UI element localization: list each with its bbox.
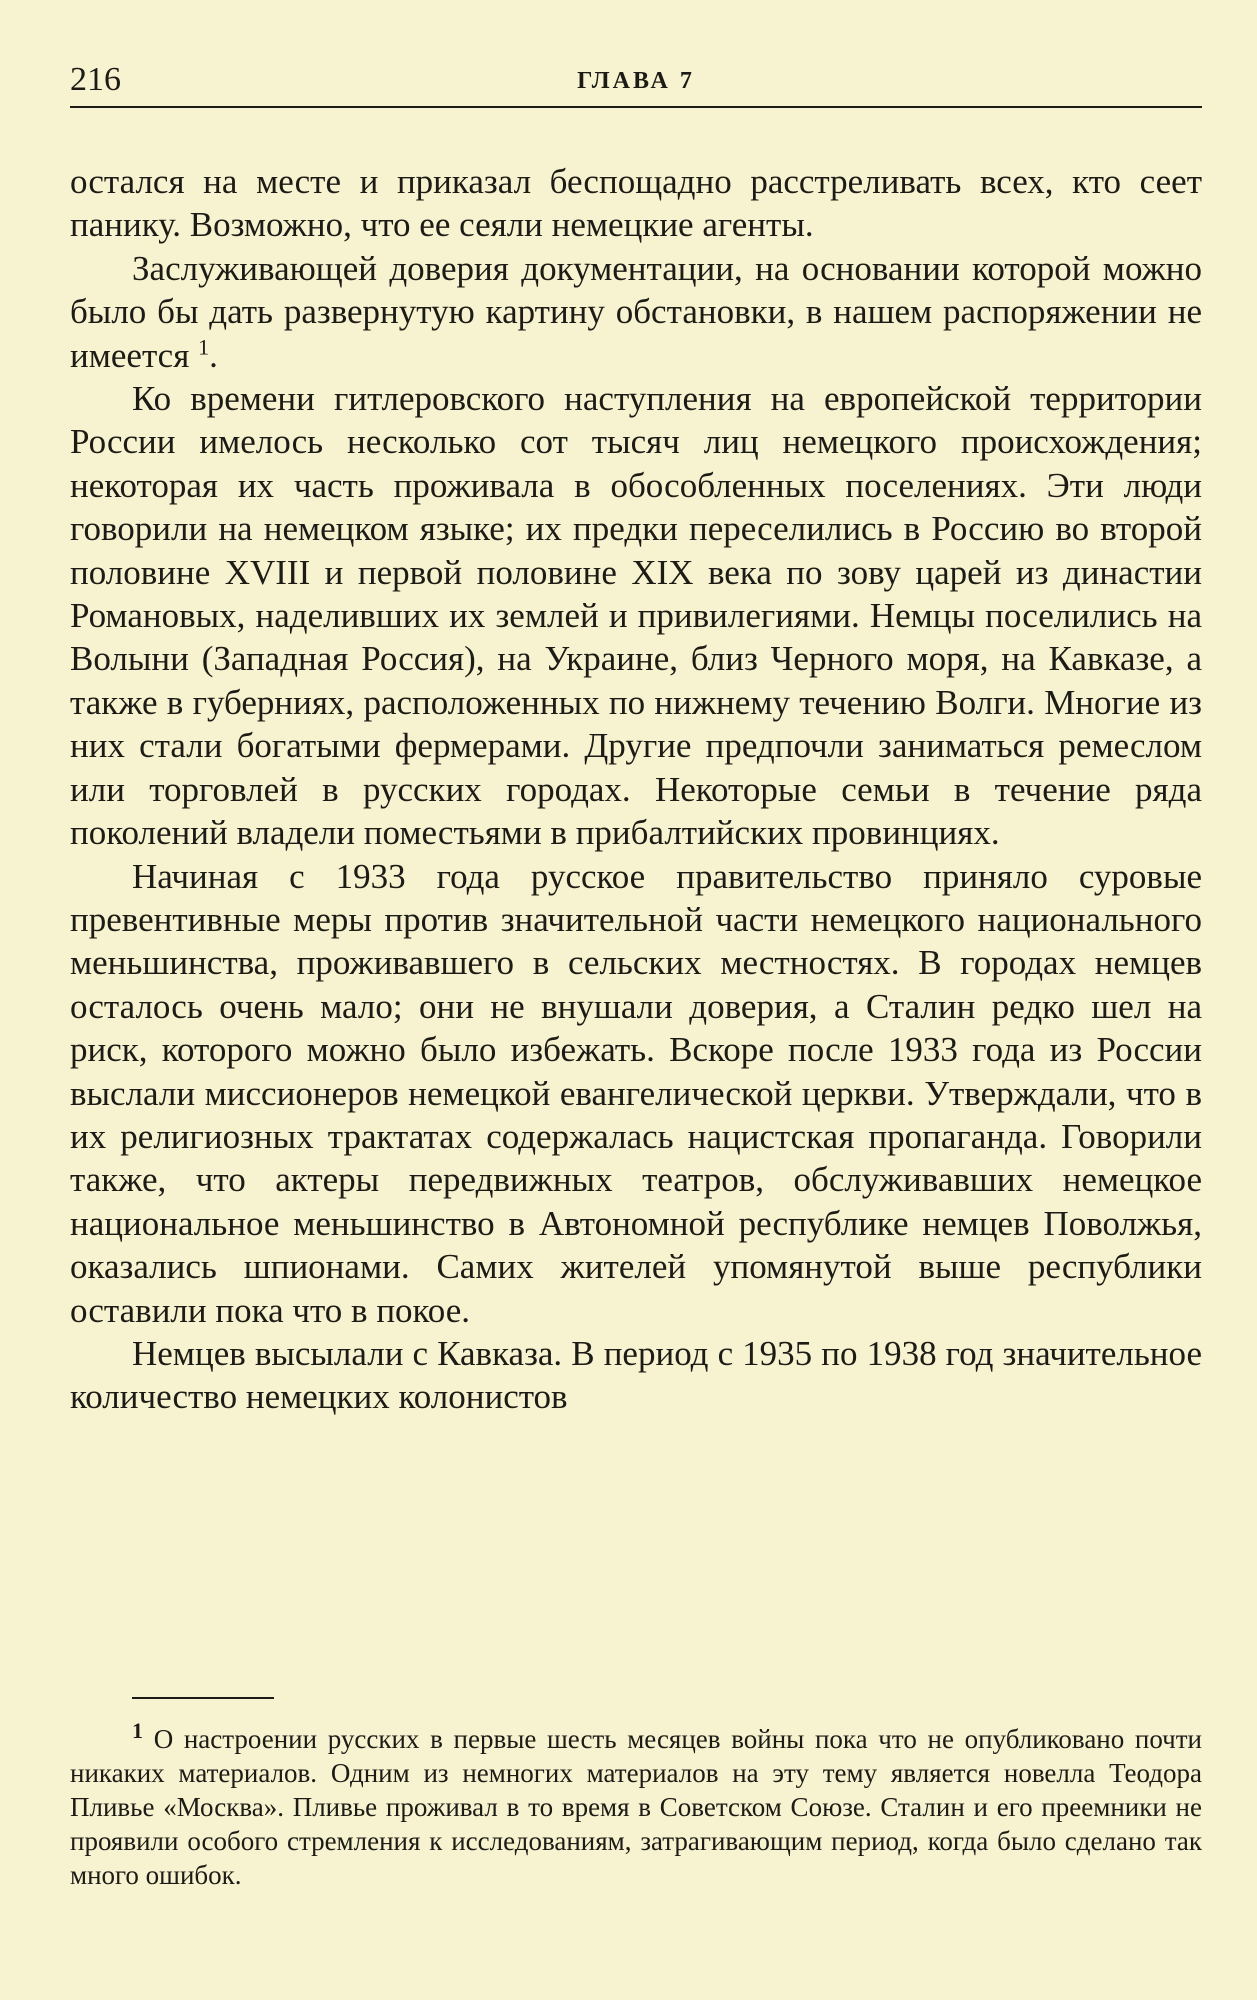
page-number: 216 [70, 61, 121, 98]
body-text [70, 160, 1202, 1419]
footnote [70, 1718, 1203, 1892]
paragraph-2 [70, 247, 1202, 377]
paragraph-1: остался на месте и приказал беспощадно расстреливать всех, кто сеет панику. Возможно, что ее сеяли немецкие агенты. [70, 162, 1202, 245]
footnote-reference: 1 [198, 333, 210, 359]
paragraph-4: Начиная с 1933 года русское правительство приняло суровые превентивные меры против значительной части немецкого национального меньшинства, проживавшего в сельских местностях. В городах немцев осталось очень мало; они не внушали доверия, а Сталин редко шел на риск, которого можно было избежать. Вскоре после 1933 года из России выслали миссионеров немецкой евангелической церкви. Утверждали, что в их религиозных трактатах содержалась нацистская пропаганда. Говорили также, что актеры передвижных театров, обслуживавших немецкое национальное меньшинство в Автономной республике немцев Поволжья, оказались шпионами. Самих жителей упомянутой выше республики оставили пока что в покое. [70, 856, 1202, 1330]
footnote-text: О настроении русских в первые шесть месяцев войны пока что не опубликовано почти никаких материалов. Одним из немногих материалов на эту тему является новелла Теодора Пливье «Москва». Пливье проживал в то время в Советском Союзе. Сталин и его преемники не проявили особого стремления к исследованиям, затрагивающим период, когда было сделано так много ошибок. [70, 1724, 1203, 1890]
header-rule [70, 106, 1202, 108]
paragraph-2-end: . [209, 335, 218, 375]
footnote-mark: 1 [132, 1718, 143, 1743]
running-head [70, 58, 1202, 102]
footnote-rule [132, 1697, 274, 1699]
paragraph-2-text: Заслуживающей доверия документации, на основании которой можно было бы дать развернутую картину обстановки, в нашем распоряжении не имеется [70, 248, 1202, 375]
chapter-title: ГЛАВА 7 [577, 68, 695, 94]
paragraph-5: Немцев высылали с Кавказа. В период с 1935 по 1938 год значительное количество немецких колонистов [70, 1333, 1202, 1417]
paragraph-3: Ко времени гитлеровского наступления на европейской территории России имелось несколько сот тысяч лиц немецкого происхождения; некоторая их часть проживала в обособленных поселениях. Эти люди говорили на немецком языке; их предки переселились в Россию во второй половине XVIII и первой половине XIX века по зову царей из династии Романовых, наделивших их землей и привилегиями. Немцы поселились на Волыни (Западная Россия), на Украине, близ Черного моря, на Кавказе, а также в губерниях, расположенных по нижнему течению Волги. Многие из них стали богатыми фермерами. Другие предпочли заниматься ремеслом или торговлей в русских городах. Некоторые семьи в течение ряда поколений владели поместьями в прибалтийских провинциях. [70, 379, 1202, 853]
